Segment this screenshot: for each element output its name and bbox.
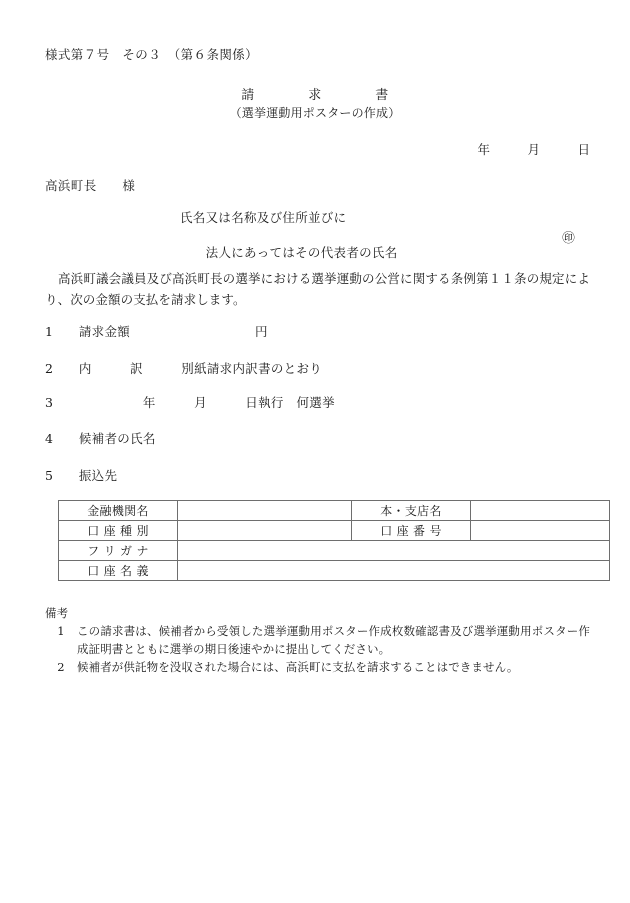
table-row bbox=[59, 561, 610, 581]
item-3 bbox=[45, 393, 335, 411]
signer-line-2: 法人にあってはその代表者の氏名 bbox=[205, 245, 398, 260]
remark-item-2-number: 2 bbox=[57, 660, 65, 674]
item-4-number: 4 bbox=[45, 431, 54, 446]
cell-account-number-value[interactable] bbox=[471, 521, 610, 541]
remark-item-2 bbox=[45, 658, 590, 676]
item-2 bbox=[45, 359, 322, 377]
cell-account-holder-label: 口 座 名 義 bbox=[59, 561, 178, 581]
item-2-label: 内 訳 別紙請求内訳書のとおり bbox=[78, 361, 323, 376]
item-2-number: 2 bbox=[45, 361, 54, 376]
remark-item-1-text: この請求書は、候補者から受領した選挙運動用ポスター作成枚数確認書及び選挙運動用ポスター作成証明書とともに選挙の期日後速やかに提出してください。 bbox=[77, 624, 590, 656]
remarks-title: 備考 bbox=[45, 606, 69, 620]
item-3-label: 年 月 日執行 何選挙 bbox=[78, 395, 335, 410]
cell-account-holder-value[interactable] bbox=[178, 561, 610, 581]
signer-line-1: 氏名又は名称及び住所並びに bbox=[180, 210, 347, 225]
addressee: 高浜町長 様 bbox=[45, 178, 136, 193]
form-number: 様式第７号 その３ （第６条関係） bbox=[45, 47, 259, 62]
cell-branch-name-value[interactable] bbox=[471, 501, 610, 521]
remark-item-1-number: 1 bbox=[57, 624, 65, 638]
cell-furigana-label: フ リ ガ ナ bbox=[59, 541, 178, 561]
item-1-unit: 円 bbox=[255, 324, 268, 339]
table-row bbox=[59, 521, 610, 541]
date-line: 年 月 日 bbox=[477, 142, 590, 157]
item-1-label: 請求金額 bbox=[78, 324, 131, 339]
remarks-section bbox=[45, 604, 590, 676]
item-4 bbox=[45, 429, 156, 447]
remark-item-1 bbox=[45, 622, 590, 658]
cell-furigana-value[interactable] bbox=[178, 541, 610, 561]
cell-bank-name-label: 金融機関名 bbox=[59, 501, 178, 521]
item-5-number: 5 bbox=[45, 468, 54, 483]
page-subtitle: （選挙運動用ポスターの作成） bbox=[229, 106, 401, 120]
bank-account-table bbox=[58, 500, 610, 581]
item-1 bbox=[45, 322, 130, 340]
table-row bbox=[59, 541, 610, 561]
signer-block bbox=[180, 208, 575, 260]
body-paragraph: 高浜町議会議員及び高浜町長の選挙における選挙運動の公営に関する条例第１１条の規定により、次の金額の支払を請求します。 bbox=[45, 271, 590, 307]
item-1-number: 1 bbox=[45, 324, 54, 339]
cell-account-type-label: 口 座 種 別 bbox=[59, 521, 178, 541]
seal-icon: ㊞ bbox=[562, 230, 575, 245]
item-4-label: 候補者の氏名 bbox=[78, 431, 156, 446]
cell-account-type-value[interactable] bbox=[178, 521, 352, 541]
item-3-number: 3 bbox=[45, 395, 54, 410]
remark-item-2-text: 候補者が供託物を没収された場合には、高浜町に支払を請求することはできません。 bbox=[77, 660, 519, 674]
page-title: 請 求 書 bbox=[241, 88, 389, 103]
item-5 bbox=[45, 466, 117, 484]
table-row bbox=[59, 501, 610, 521]
cell-bank-name-value[interactable] bbox=[178, 501, 352, 521]
cell-account-number-label: 口 座 番 号 bbox=[352, 521, 471, 541]
signer-line-2-wrapper bbox=[180, 228, 575, 260]
item-5-label: 振込先 bbox=[78, 468, 118, 483]
cell-branch-name-label: 本・支店名 bbox=[352, 501, 471, 521]
